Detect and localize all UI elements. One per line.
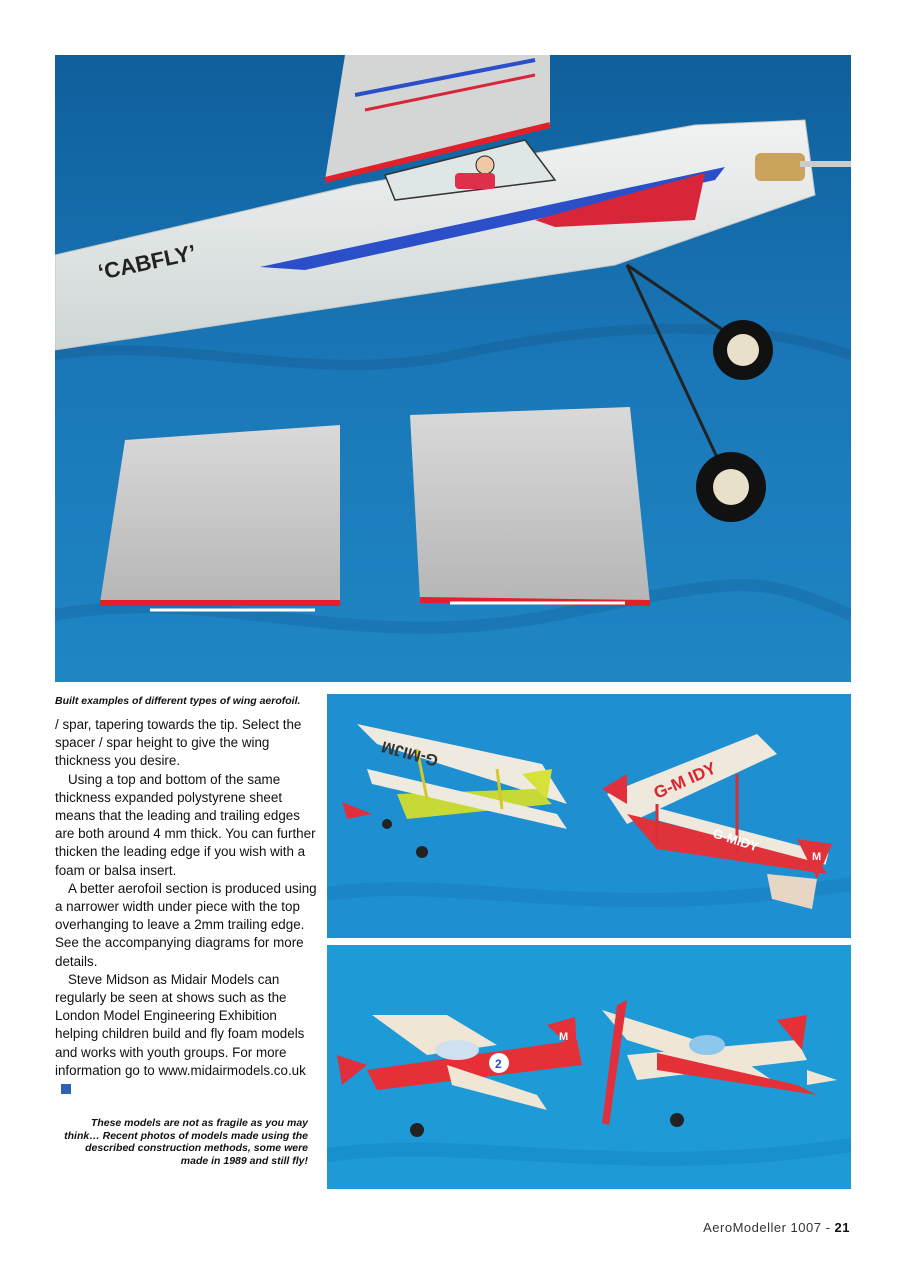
paragraph-3: A better aerofoil section is produced using a narrower width under piece with the top overhanging to leave a 2mm trailing edge. See the accompanying diagrams for more details. xyxy=(55,880,317,969)
caption-wing-aerofoil: Built examples of different types of wing aerofoil. xyxy=(55,695,301,707)
paragraph-2: Using a top and bottom of the same thickness expanded polystyrene sheet means that the leading and trailing edges are both around 4 mm thick. You can further thicken the leading edge if you wish with a foam or balsa insert. xyxy=(55,771,316,878)
biplane-logo: M xyxy=(812,851,822,863)
photo-biplanes xyxy=(327,694,851,938)
paragraph-4 xyxy=(55,971,317,1098)
paragraph-1: / spar, tapering towards the tip. Select the spacer / spar height to give the wing thickness you desire. xyxy=(55,717,302,769)
magazine-issue: AeroModeller 1007 - xyxy=(703,1220,835,1235)
caption-fragile-models: These models are not as fragile as you may think… Recent photos of models made using the described construction methods, some were made in 1989 and still fly! xyxy=(64,1117,308,1167)
photo-monoplanes xyxy=(327,945,851,1189)
right-biplane-wing-registration: G-M IDY xyxy=(650,758,720,803)
wing-sample-right xyxy=(410,407,650,603)
left-biplane-registration: G-MIJM xyxy=(379,737,441,769)
photo-cabfly-wing-samples xyxy=(55,55,851,682)
right-biplane-fuselage-registration: G-MIDY xyxy=(711,825,761,855)
paragraph-4-text: Steve Midson as Midair Models can regularly be seen at shows such as the London Model Engineering Exhibition helping children build and fly foam models and works with youth groups. For more information go to www.midairmodels.co.uk xyxy=(55,971,306,1078)
wing-sample-left xyxy=(100,425,340,610)
race-number: 2 xyxy=(495,1057,502,1071)
page-footer xyxy=(703,1220,850,1235)
page-number: 21 xyxy=(834,1220,850,1235)
end-of-article-mark xyxy=(61,1084,71,1094)
article-body xyxy=(55,716,317,1098)
racer-logo: M xyxy=(559,1031,569,1043)
fuselage-lettering: ‘CABFLY’ xyxy=(95,239,199,285)
